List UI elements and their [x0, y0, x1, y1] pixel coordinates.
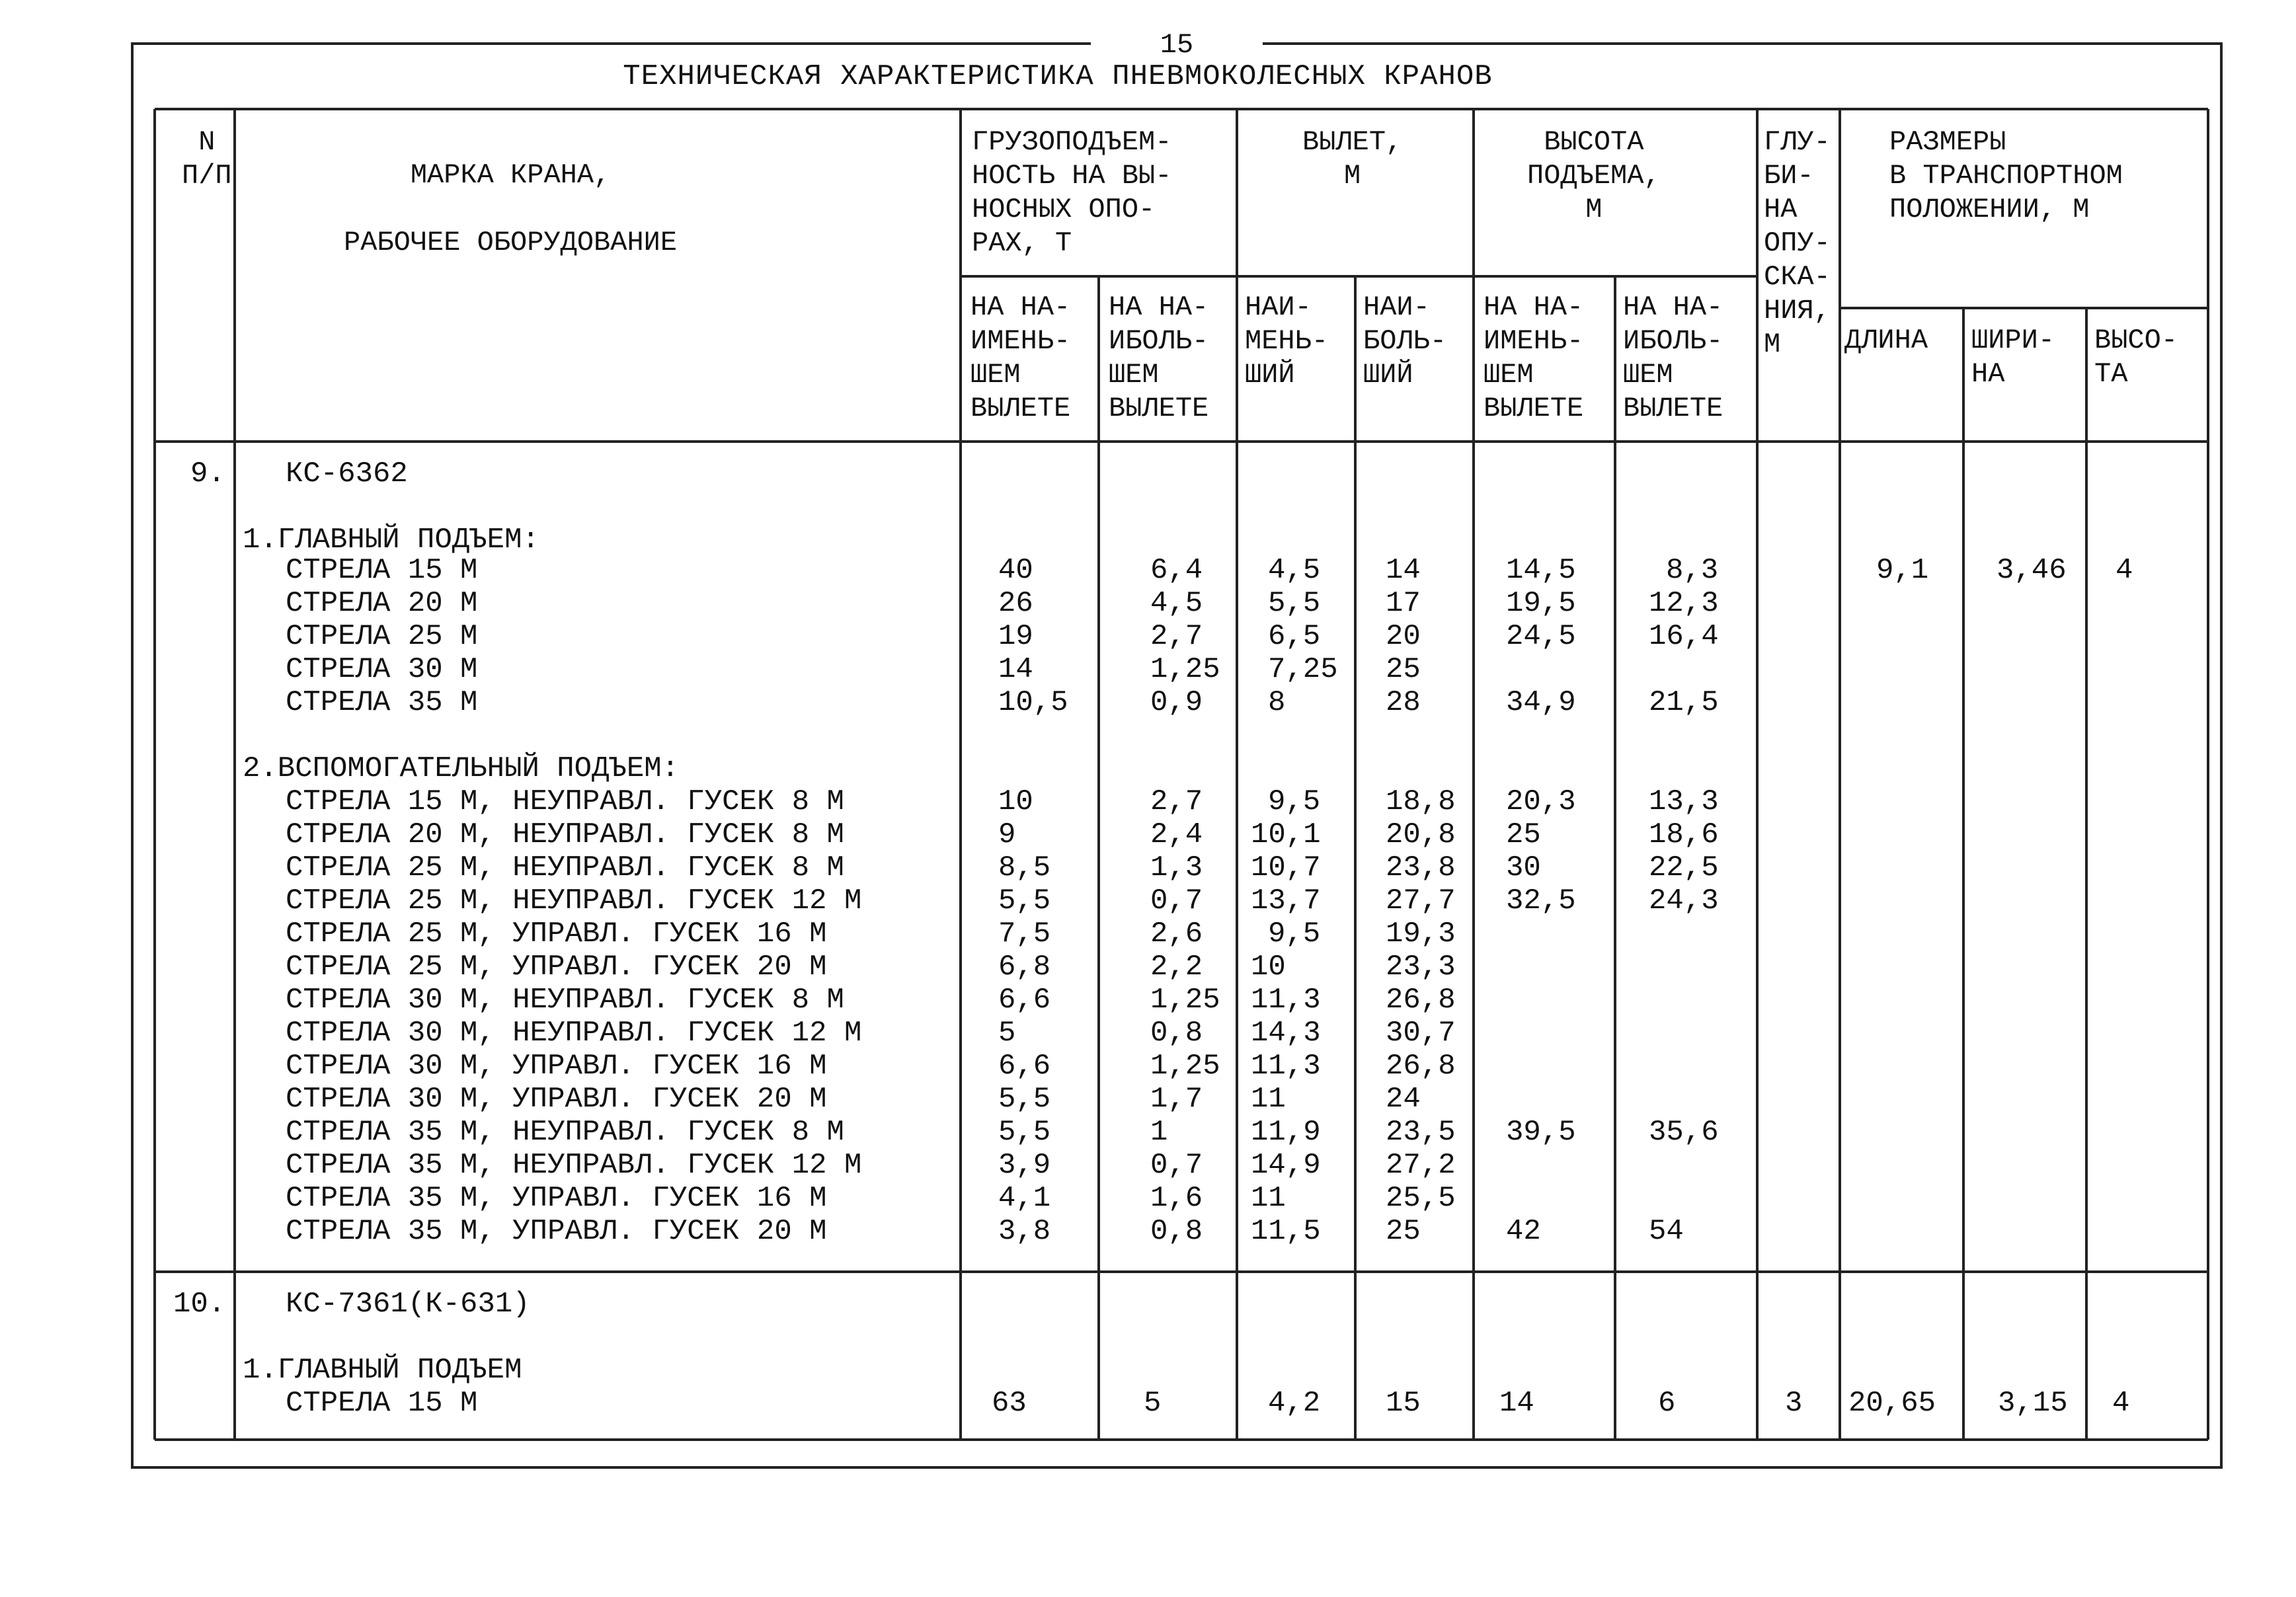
boom-label: СТРЕЛА 35 М, НЕУПРАВЛ. ГУСЕК 8 М	[286, 1116, 844, 1149]
reach-min: 9,5	[1268, 785, 1321, 818]
cap-max: 2,7	[1150, 620, 1203, 653]
reach-max: 20	[1386, 620, 1421, 653]
cap-max: 6,4	[1150, 554, 1203, 587]
width: 3,46	[1997, 554, 2067, 587]
boom-label: СТРЕЛА 25 М	[286, 620, 478, 653]
height-min: 14,5	[1506, 554, 1576, 587]
cap-min: 5,5	[998, 1116, 1051, 1149]
height-max: 21,5	[1649, 686, 1719, 719]
table-row	[0, 851, 2296, 884]
height-min: 32,5	[1506, 884, 1576, 917]
cap-min: 6,6	[998, 1050, 1051, 1083]
height-min: 42	[1506, 1215, 1541, 1248]
reach-min: 5,5	[1268, 587, 1321, 620]
cap-min: 7,5	[998, 917, 1051, 951]
cap-max: 0,9	[1150, 686, 1203, 719]
table-row	[0, 1017, 2296, 1050]
reach-min: 10,1	[1251, 818, 1321, 851]
table-row	[0, 620, 2296, 653]
reach-min: 4,5	[1268, 554, 1321, 587]
cap-max: 0,7	[1150, 1149, 1203, 1182]
table-row	[0, 554, 2296, 587]
section10-number: 10.	[173, 1288, 226, 1321]
cap-max: 2,6	[1150, 917, 1203, 951]
height-max: 16,4	[1649, 620, 1719, 653]
header-reach: ВЫЛЕТ, М	[1302, 126, 1403, 192]
reach-min: 7,25	[1268, 653, 1338, 686]
table-row	[0, 1182, 2296, 1215]
boom-label: СТРЕЛА 30 М, УПРАВЛ. ГУСЕК 16 М	[286, 1050, 827, 1083]
boom-label: СТРЕЛА 20 М, НЕУПРАВЛ. ГУСЕК 8 М	[286, 818, 844, 851]
header-h-min: НА НА- ИМЕНЬ- ШЕМ ВЫЛЕТЕ	[1484, 292, 1584, 424]
cap-min: 6,6	[998, 984, 1051, 1017]
reach-min: 8	[1268, 686, 1286, 719]
boom-label: СТРЕЛА 25 М, НЕУПРАВЛ. ГУСЕК 12 М	[286, 884, 862, 917]
height-min: 24,5	[1506, 620, 1576, 653]
reach-max: 15	[1386, 1387, 1421, 1420]
section9-aux-title: 2.ВСПОМОГАТЕЛЬНЫЙ ПОДЪЕМ:	[243, 752, 680, 785]
section9-number: 9.	[190, 457, 225, 490]
cap-min: 3,9	[998, 1149, 1051, 1182]
cap-min: 26	[998, 587, 1033, 620]
height-max: 24,3	[1649, 884, 1719, 917]
header-height: ВЫСОТА ПОДЪЕМА, М	[1527, 126, 1661, 225]
boom-label: СТРЕЛА 35 М, НЕУПРАВЛ. ГУСЕК 12 М	[286, 1149, 862, 1182]
cap-max: 1	[1150, 1116, 1168, 1149]
cap-max: 5	[1144, 1387, 1162, 1420]
reach-min: 9,5	[1268, 917, 1321, 951]
section9-model: КС-6362	[286, 457, 408, 490]
reach-max: 23,3	[1386, 951, 1456, 984]
reach-max: 18,8	[1386, 785, 1456, 818]
cap-min: 4,1	[998, 1182, 1051, 1215]
reach-max: 19,3	[1386, 917, 1456, 951]
height-min: 20,3	[1506, 785, 1576, 818]
reach-max: 30,7	[1386, 1017, 1456, 1050]
reach-min: 11	[1251, 1182, 1286, 1215]
table-row	[0, 1050, 2296, 1083]
cap-max: 1,7	[1150, 1083, 1203, 1116]
cap-min: 3,8	[998, 1215, 1051, 1248]
table-row	[0, 1116, 2296, 1149]
width: 3,15	[1998, 1387, 2068, 1420]
header-cap-min: НА НА- ИМЕНЬ- ШЕМ ВЫЛЕТЕ	[970, 292, 1071, 424]
height-max: 54	[1649, 1215, 1684, 1248]
section10-main-title: 1.ГЛАВНЫЙ ПОДЪЕМ	[243, 1354, 522, 1387]
height-min: 25	[1506, 818, 1541, 851]
cap-min: 5	[998, 1017, 1016, 1050]
cap-min: 14	[998, 653, 1033, 686]
reach-max: 24	[1386, 1083, 1421, 1116]
height-max: 8,3	[1666, 554, 1719, 587]
cap-max: 1,25	[1150, 653, 1220, 686]
depth: 3	[1785, 1387, 1803, 1420]
cap-min: 10	[998, 785, 1033, 818]
transport-height: 4	[2112, 1387, 2130, 1420]
cap-min: 9	[998, 818, 1016, 851]
reach-min: 10	[1251, 951, 1286, 984]
cap-min: 63	[992, 1387, 1027, 1420]
height-min: 39,5	[1506, 1116, 1576, 1149]
table-row	[0, 1083, 2296, 1116]
reach-max: 25,5	[1386, 1182, 1456, 1215]
reach-max: 28	[1386, 686, 1421, 719]
reach-min: 11,5	[1251, 1215, 1321, 1248]
cap-max: 1,25	[1150, 984, 1220, 1017]
height-max: 22,5	[1649, 851, 1719, 884]
reach-min: 13,7	[1251, 884, 1321, 917]
reach-max: 14	[1386, 554, 1421, 587]
reach-min: 10,7	[1251, 851, 1321, 884]
cap-min: 19	[998, 620, 1033, 653]
section9-main-title: 1.ГЛАВНЫЙ ПОДЪЕМ:	[243, 524, 539, 557]
reach-min: 4,2	[1268, 1387, 1321, 1420]
boom-label: СТРЕЛА 15 М	[286, 1387, 478, 1420]
header-mark: МАРКА КРАНА, РАБОЧЕЕ ОБОРУДОВАНИЕ	[344, 159, 678, 258]
header-capacity: ГРУЗОПОДЪЕМ- НОСТЬ НА ВЫ- НОСНЫХ ОПО- РАХ, Т	[972, 126, 1172, 259]
cap-max: 2,7	[1150, 785, 1203, 818]
boom-label: СТРЕЛА 30 М, НЕУПРАВЛ. ГУСЕК 8 М	[286, 984, 844, 1017]
height-min: 34,9	[1506, 686, 1576, 719]
cap-max: 0,8	[1150, 1017, 1203, 1050]
header-width: ШИРИ- НА	[1971, 325, 2055, 390]
cap-min: 8,5	[998, 851, 1051, 884]
header-np: N П/П	[182, 126, 232, 192]
header-dims: РАЗМЕРЫ В ТРАНСПОРТНОМ ПОЛОЖЕНИИ, М	[1889, 126, 2123, 225]
cap-min: 6,8	[998, 951, 1051, 984]
height-min: 14	[1499, 1387, 1534, 1420]
table-row	[0, 1387, 2296, 1420]
page-number: 15	[1091, 25, 1263, 65]
boom-label: СТРЕЛА 25 М, УПРАВЛ. ГУСЕК 16 М	[286, 917, 827, 951]
height-max: 6	[1658, 1387, 1676, 1420]
cap-min: 5,5	[998, 884, 1051, 917]
header-h-max: НА НА- ИБОЛЬ- ШЕМ ВЫЛЕТЕ	[1623, 292, 1723, 424]
table-row	[0, 653, 2296, 686]
cap-max: 0,8	[1150, 1215, 1203, 1248]
reach-max: 27,7	[1386, 884, 1456, 917]
boom-label: СТРЕЛА 25 М, НЕУПРАВЛ. ГУСЕК 8 М	[286, 851, 844, 884]
boom-label: СТРЕЛА 30 М, УПРАВЛ. ГУСЕК 20 М	[286, 1083, 827, 1116]
cap-max: 1,6	[1150, 1182, 1203, 1215]
reach-min: 14,3	[1251, 1017, 1321, 1050]
header-reach-max: НАИ- БОЛЬ- ШИЙ	[1363, 292, 1447, 391]
height-max: 12,3	[1649, 587, 1719, 620]
cap-max: 1,25	[1150, 1050, 1220, 1083]
reach-max: 26,8	[1386, 984, 1456, 1017]
cap-max: 2,2	[1150, 951, 1203, 984]
height-min: 19,5	[1506, 587, 1576, 620]
header-length: ДЛИНА	[1844, 325, 1928, 356]
table-row	[0, 785, 2296, 818]
reach-min: 11	[1251, 1083, 1286, 1116]
table-row	[0, 1215, 2296, 1248]
reach-max: 23,5	[1386, 1116, 1456, 1149]
reach-min: 11,3	[1251, 1050, 1321, 1083]
header-cap-max: НА НА- ИБОЛЬ- ШЕМ ВЫЛЕТЕ	[1109, 292, 1209, 424]
transport-height: 4	[2116, 554, 2133, 587]
boom-label: СТРЕЛА 20 М	[286, 587, 478, 620]
boom-label: СТРЕЛА 35 М	[286, 686, 478, 719]
header-reach-min: НАИ- МЕНЬ- ШИЙ	[1245, 292, 1329, 391]
boom-label: СТРЕЛА 30 М	[286, 653, 478, 686]
boom-label: СТРЕЛА 15 М	[286, 554, 478, 587]
reach-min: 6,5	[1268, 620, 1321, 653]
boom-label: СТРЕЛА 15 М, НЕУПРАВЛ. ГУСЕК 8 М	[286, 785, 844, 818]
reach-max: 20,8	[1386, 818, 1456, 851]
cap-max: 0,7	[1150, 884, 1203, 917]
cap-min: 40	[998, 554, 1033, 587]
section10-model: КС-7361(К-631)	[286, 1288, 530, 1321]
cap-min: 5,5	[998, 1083, 1051, 1116]
length: 20,65	[1848, 1387, 1936, 1420]
height-max: 13,3	[1649, 785, 1719, 818]
reach-max: 25	[1386, 1215, 1421, 1248]
table-row	[0, 686, 2296, 719]
reach-max: 27,2	[1386, 1149, 1456, 1182]
height-max: 35,6	[1649, 1116, 1719, 1149]
header-dheight: ВЫСО- ТА	[2094, 325, 2178, 390]
reach-min: 11,9	[1251, 1116, 1321, 1149]
reach-max: 17	[1386, 587, 1421, 620]
table-row	[0, 984, 2296, 1017]
cap-max: 4,5	[1150, 587, 1203, 620]
reach-min: 14,9	[1251, 1149, 1321, 1182]
boom-label: СТРЕЛА 35 М, УПРАВЛ. ГУСЕК 20 М	[286, 1215, 827, 1248]
reach-max: 26,8	[1386, 1050, 1456, 1083]
height-max: 18,6	[1649, 818, 1719, 851]
cap-min: 10,5	[998, 686, 1068, 719]
table-row	[0, 884, 2296, 917]
table-row	[0, 951, 2296, 984]
boom-label: СТРЕЛА 30 М, НЕУПРАВЛ. ГУСЕК 12 М	[286, 1017, 862, 1050]
length: 9,1	[1876, 554, 1929, 587]
table-row	[0, 917, 2296, 951]
table-row	[0, 587, 2296, 620]
reach-max: 23,8	[1386, 851, 1456, 884]
height-min: 30	[1506, 851, 1541, 884]
table-row	[0, 1149, 2296, 1182]
cap-max: 2,4	[1150, 818, 1203, 851]
boom-label: СТРЕЛА 25 М, УПРАВЛ. ГУСЕК 20 М	[286, 951, 827, 984]
boom-label: СТРЕЛА 35 М, УПРАВЛ. ГУСЕК 16 М	[286, 1182, 827, 1215]
table-row	[0, 818, 2296, 851]
reach-max: 25	[1386, 653, 1421, 686]
header-depth: ГЛУ- БИ- НА ОПУ- СКА- НИЯ, М	[1764, 126, 1831, 360]
cap-max: 1,3	[1150, 851, 1203, 884]
reach-min: 11,3	[1251, 984, 1321, 1017]
table-title: ТЕХНИЧЕСКАЯ ХАРАКТЕРИСТИКА ПНЕВМОКОЛЕСНЫХ КРАНОВ	[623, 60, 1493, 93]
